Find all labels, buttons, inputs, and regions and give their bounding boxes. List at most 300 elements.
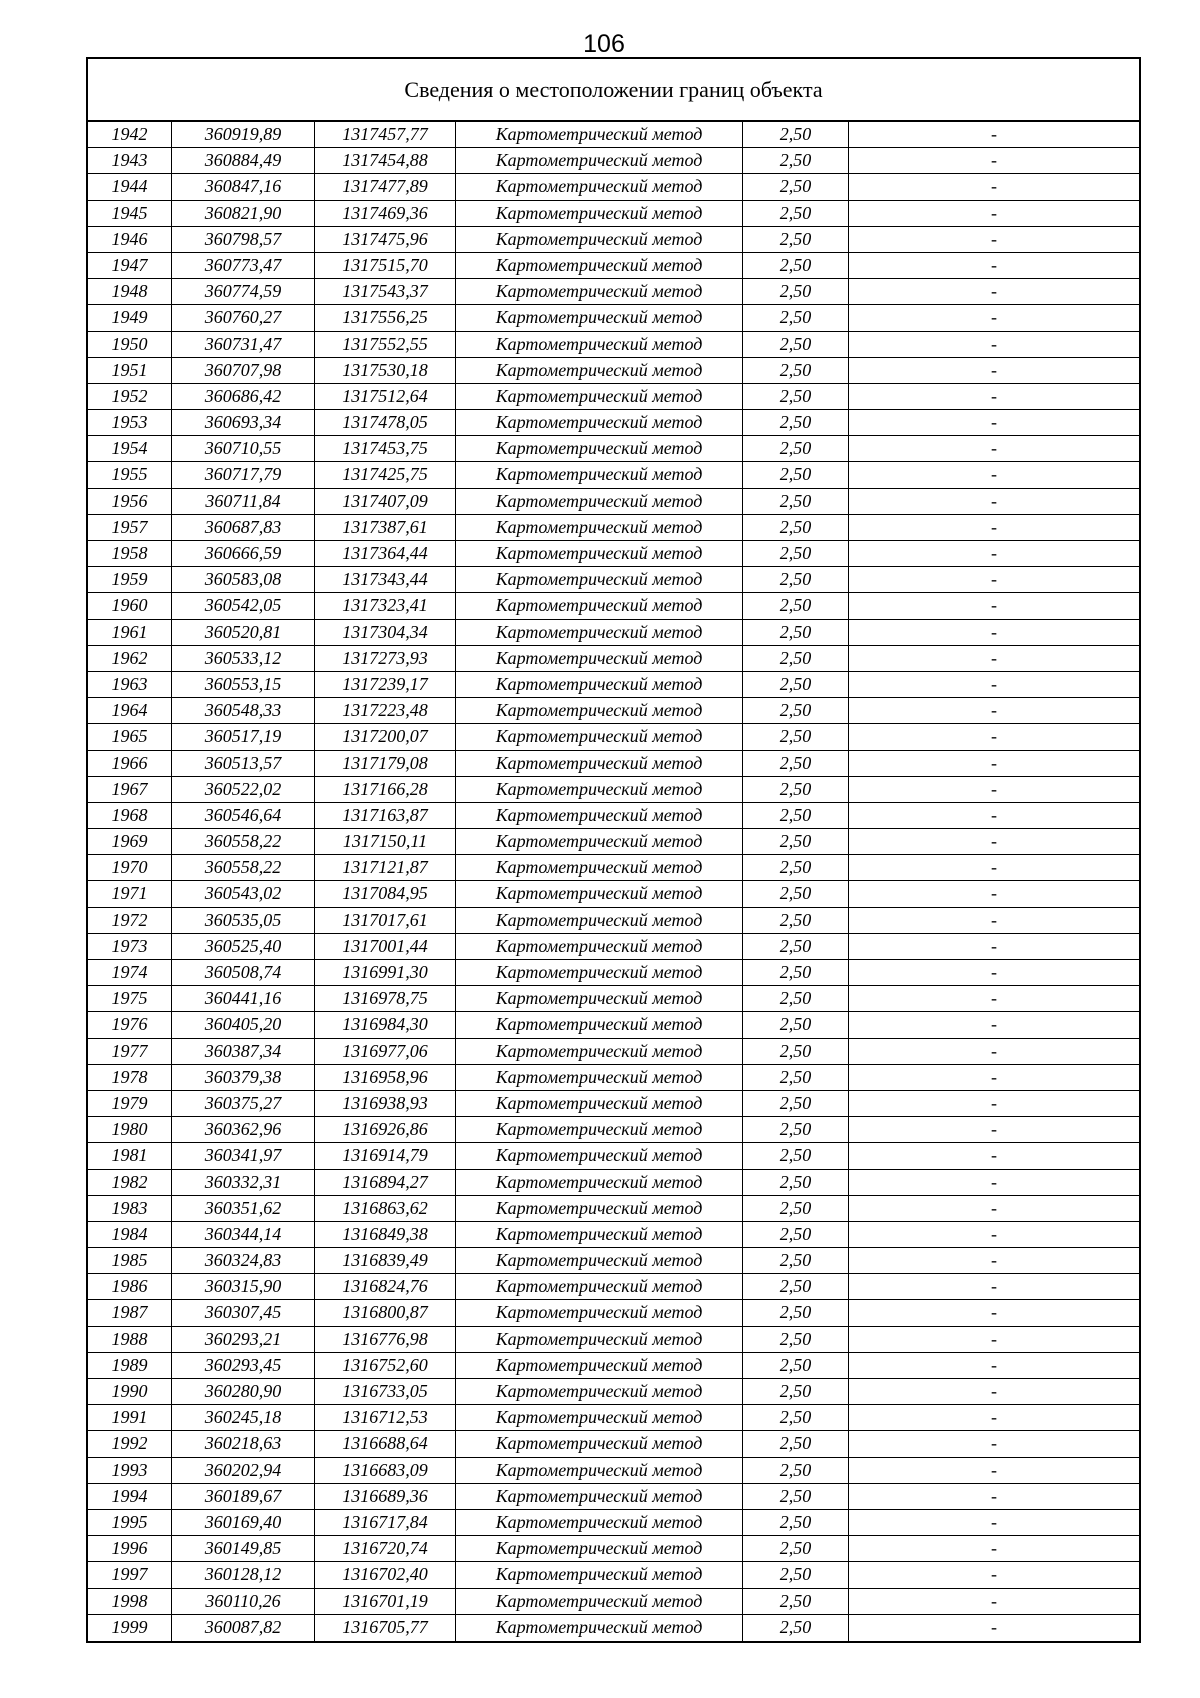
table-row — [88, 934, 1139, 960]
accuracy-cell: 2,50 — [743, 1431, 849, 1456]
accuracy-cell: 2,50 — [743, 672, 849, 697]
accuracy-cell: 2,50 — [743, 1248, 849, 1273]
table-row — [88, 646, 1139, 672]
point-number-cell: 1971 — [88, 881, 172, 906]
y-coordinate-cell: 1317223,48 — [315, 698, 456, 723]
accuracy-cell: 2,50 — [743, 122, 849, 147]
page-number: 106 — [583, 30, 625, 58]
table-row — [88, 1431, 1139, 1457]
accuracy-cell: 2,50 — [743, 1353, 849, 1378]
accuracy-cell: 2,50 — [743, 829, 849, 854]
y-coordinate-cell: 1317239,17 — [315, 672, 456, 697]
method-cell: Картометрический метод — [456, 803, 743, 828]
point-number-cell: 1944 — [88, 174, 172, 199]
x-coordinate-cell: 360533,12 — [172, 646, 315, 671]
method-cell: Картометрический метод — [456, 462, 743, 487]
accuracy-cell: 2,50 — [743, 1484, 849, 1509]
y-coordinate-cell: 1316863,62 — [315, 1196, 456, 1221]
description-cell: - — [991, 490, 997, 511]
y-coordinate-cell: 1316776,98 — [315, 1327, 456, 1352]
method-cell: Картометрический метод — [456, 1274, 743, 1299]
description-cell: - — [991, 804, 997, 825]
y-coordinate-cell: 1317515,70 — [315, 253, 456, 278]
table-row — [88, 567, 1139, 593]
table-row — [88, 908, 1139, 934]
accuracy-cell: 2,50 — [743, 1562, 849, 1587]
method-cell: Картометрический метод — [456, 358, 743, 383]
accuracy-cell: 2,50 — [743, 410, 849, 435]
x-coordinate-cell: 360344,14 — [172, 1222, 315, 1247]
point-number-cell: 1980 — [88, 1117, 172, 1142]
point-number-cell: 1997 — [88, 1562, 172, 1587]
x-coordinate-cell: 360332,31 — [172, 1170, 315, 1195]
accuracy-cell: 2,50 — [743, 1170, 849, 1195]
table-row — [88, 227, 1139, 253]
point-number-cell: 1951 — [88, 358, 172, 383]
description-cell: - — [991, 333, 997, 354]
method-cell: Картометрический метод — [456, 1012, 743, 1037]
y-coordinate-cell: 1317425,75 — [315, 462, 456, 487]
description-cell: - — [991, 726, 997, 747]
method-cell: Картометрический метод — [456, 436, 743, 461]
y-coordinate-cell: 1317163,87 — [315, 803, 456, 828]
point-number-cell: 1986 — [88, 1274, 172, 1299]
point-number-cell: 1945 — [88, 201, 172, 226]
point-number-cell: 1962 — [88, 646, 172, 671]
point-number-cell: 1984 — [88, 1222, 172, 1247]
x-coordinate-cell: 360525,40 — [172, 934, 315, 959]
description-cell: - — [991, 1590, 997, 1611]
y-coordinate-cell: 1317387,61 — [315, 515, 456, 540]
accuracy-cell: 2,50 — [743, 960, 849, 985]
method-cell: Картометрический метод — [456, 201, 743, 226]
description-cell: - — [991, 883, 997, 904]
accuracy-cell: 2,50 — [743, 986, 849, 1011]
accuracy-cell: 2,50 — [743, 358, 849, 383]
y-coordinate-cell: 1317179,08 — [315, 751, 456, 776]
table-row — [88, 462, 1139, 488]
y-coordinate-cell: 1317478,05 — [315, 410, 456, 435]
accuracy-cell: 2,50 — [743, 1012, 849, 1037]
description-cell: - — [991, 1145, 997, 1166]
x-coordinate-cell: 360520,81 — [172, 620, 315, 645]
x-coordinate-cell: 360293,45 — [172, 1353, 315, 1378]
point-number-cell: 1960 — [88, 593, 172, 618]
table-title: Сведения о местоположении границ объекта — [88, 59, 1139, 122]
x-coordinate-cell: 360315,90 — [172, 1274, 315, 1299]
description-cell: - — [991, 385, 997, 406]
accuracy-cell: 2,50 — [743, 646, 849, 671]
table-row — [88, 489, 1139, 515]
description-cell: - — [991, 438, 997, 459]
table-row — [88, 986, 1139, 1012]
table-row — [88, 358, 1139, 384]
table-row — [88, 829, 1139, 855]
method-cell: Картометрический метод — [456, 1117, 743, 1142]
point-number-cell: 1970 — [88, 855, 172, 880]
accuracy-cell: 2,50 — [743, 908, 849, 933]
y-coordinate-cell: 1316688,64 — [315, 1431, 456, 1456]
y-coordinate-cell: 1317323,41 — [315, 593, 456, 618]
point-number-cell: 1963 — [88, 672, 172, 697]
table-row — [88, 1562, 1139, 1588]
x-coordinate-cell: 360847,16 — [172, 174, 315, 199]
y-coordinate-cell: 1316733,05 — [315, 1379, 456, 1404]
description-cell: - — [991, 150, 997, 171]
x-coordinate-cell: 360110,26 — [172, 1589, 315, 1614]
point-number-cell: 1991 — [88, 1405, 172, 1430]
accuracy-cell: 2,50 — [743, 1222, 849, 1247]
y-coordinate-cell: 1316984,30 — [315, 1012, 456, 1037]
table-row — [88, 410, 1139, 436]
point-number-cell: 1993 — [88, 1458, 172, 1483]
accuracy-cell: 2,50 — [743, 698, 849, 723]
point-number-cell: 1992 — [88, 1431, 172, 1456]
x-coordinate-cell: 360687,83 — [172, 515, 315, 540]
y-coordinate-cell: 1317477,89 — [315, 174, 456, 199]
method-cell: Картометрический метод — [456, 1353, 743, 1378]
description-cell: - — [991, 1302, 997, 1323]
point-number-cell: 1994 — [88, 1484, 172, 1509]
point-number-cell: 1952 — [88, 384, 172, 409]
y-coordinate-cell: 1317454,88 — [315, 148, 456, 173]
x-coordinate-cell: 360293,21 — [172, 1327, 315, 1352]
description-cell: - — [991, 595, 997, 616]
accuracy-cell: 2,50 — [743, 332, 849, 357]
method-cell: Картометрический метод — [456, 908, 743, 933]
x-coordinate-cell: 360218,63 — [172, 1431, 315, 1456]
y-coordinate-cell: 1316720,74 — [315, 1536, 456, 1561]
table-row — [88, 1510, 1139, 1536]
description-cell: - — [991, 1250, 997, 1271]
accuracy-cell: 2,50 — [743, 724, 849, 749]
y-coordinate-cell: 1317343,44 — [315, 567, 456, 592]
method-cell: Картометрический метод — [456, 960, 743, 985]
point-number-cell: 1949 — [88, 305, 172, 330]
description-cell: - — [991, 935, 997, 956]
method-cell: Картометрический метод — [456, 1589, 743, 1614]
accuracy-cell: 2,50 — [743, 1458, 849, 1483]
method-cell: Картометрический метод — [456, 253, 743, 278]
description-cell: - — [991, 124, 997, 144]
method-cell: Картометрический метод — [456, 489, 743, 514]
table-row — [88, 881, 1139, 907]
x-coordinate-cell: 360508,74 — [172, 960, 315, 985]
x-coordinate-cell: 360324,83 — [172, 1248, 315, 1273]
y-coordinate-cell: 1316991,30 — [315, 960, 456, 985]
accuracy-cell: 2,50 — [743, 1300, 849, 1325]
x-coordinate-cell: 360821,90 — [172, 201, 315, 226]
x-coordinate-cell: 360517,19 — [172, 724, 315, 749]
description-cell: - — [991, 1092, 997, 1113]
table-row — [88, 777, 1139, 803]
method-cell: Картометрический метод — [456, 1248, 743, 1273]
accuracy-cell: 2,50 — [743, 1615, 849, 1641]
method-cell: Картометрический метод — [456, 122, 743, 147]
x-coordinate-cell: 360522,02 — [172, 777, 315, 802]
table-row — [88, 279, 1139, 305]
method-cell: Картометрический метод — [456, 986, 743, 1011]
x-coordinate-cell: 360513,57 — [172, 751, 315, 776]
point-number-cell: 1943 — [88, 148, 172, 173]
x-coordinate-cell: 360919,89 — [172, 122, 315, 147]
x-coordinate-cell: 360583,08 — [172, 567, 315, 592]
description-cell: - — [991, 647, 997, 668]
description-cell: - — [991, 1564, 997, 1585]
y-coordinate-cell: 1316712,53 — [315, 1405, 456, 1430]
accuracy-cell: 2,50 — [743, 1117, 849, 1142]
method-cell: Картометрический метод — [456, 567, 743, 592]
point-number-cell: 1981 — [88, 1143, 172, 1168]
description-cell: - — [991, 988, 997, 1009]
y-coordinate-cell: 1316683,09 — [315, 1458, 456, 1483]
y-coordinate-cell: 1316977,06 — [315, 1039, 456, 1064]
description-cell: - — [991, 1276, 997, 1297]
point-number-cell: 1964 — [88, 698, 172, 723]
method-cell: Картометрический метод — [456, 515, 743, 540]
accuracy-cell: 2,50 — [743, 803, 849, 828]
description-cell: - — [991, 1511, 997, 1532]
table-row — [88, 541, 1139, 567]
method-cell: Картометрический метод — [456, 1222, 743, 1247]
x-coordinate-cell: 360441,16 — [172, 986, 315, 1011]
x-coordinate-cell: 360245,18 — [172, 1405, 315, 1430]
description-cell: - — [991, 516, 997, 537]
description-cell: - — [991, 1616, 997, 1637]
description-cell: - — [991, 1485, 997, 1506]
accuracy-cell: 2,50 — [743, 1143, 849, 1168]
table-row — [88, 384, 1139, 410]
accuracy-cell: 2,50 — [743, 751, 849, 776]
boundary-table — [86, 57, 1141, 1643]
method-cell: Картометрический метод — [456, 855, 743, 880]
description-cell: - — [991, 1223, 997, 1244]
accuracy-cell: 2,50 — [743, 436, 849, 461]
method-cell: Картометрический метод — [456, 1196, 743, 1221]
description-cell: - — [991, 857, 997, 878]
description-cell: - — [991, 1014, 997, 1035]
description-cell: - — [991, 1171, 997, 1192]
table-row — [88, 1222, 1139, 1248]
accuracy-cell: 2,50 — [743, 227, 849, 252]
accuracy-cell: 2,50 — [743, 620, 849, 645]
x-coordinate-cell: 360362,96 — [172, 1117, 315, 1142]
point-number-cell: 1958 — [88, 541, 172, 566]
x-coordinate-cell: 360731,47 — [172, 332, 315, 357]
accuracy-cell: 2,50 — [743, 1536, 849, 1561]
description-cell: - — [991, 752, 997, 773]
point-number-cell: 1969 — [88, 829, 172, 854]
description-cell: - — [991, 359, 997, 380]
description-cell: - — [991, 1433, 997, 1454]
accuracy-cell: 2,50 — [743, 934, 849, 959]
point-number-cell: 1985 — [88, 1248, 172, 1273]
accuracy-cell: 2,50 — [743, 1065, 849, 1090]
point-number-cell: 1955 — [88, 462, 172, 487]
method-cell: Картометрический метод — [456, 541, 743, 566]
method-cell: Картометрический метод — [456, 1170, 743, 1195]
table-row — [88, 1405, 1139, 1431]
table-row — [88, 436, 1139, 462]
description-cell: - — [991, 962, 997, 982]
table-row — [88, 1170, 1139, 1196]
point-number-cell: 1974 — [88, 960, 172, 985]
point-number-cell: 1996 — [88, 1536, 172, 1561]
description-cell: - — [991, 176, 997, 197]
description-cell: - — [991, 831, 997, 852]
y-coordinate-cell: 1316978,75 — [315, 986, 456, 1011]
method-cell: Картометрический метод — [456, 1379, 743, 1404]
description-cell: - — [991, 909, 997, 930]
y-coordinate-cell: 1317512,64 — [315, 384, 456, 409]
method-cell: Картометрический метод — [456, 1300, 743, 1325]
y-coordinate-cell: 1316824,76 — [315, 1274, 456, 1299]
table-row — [88, 1300, 1139, 1326]
y-coordinate-cell: 1317556,25 — [315, 305, 456, 330]
table-row — [88, 253, 1139, 279]
description-cell: - — [991, 1459, 997, 1480]
table-row — [88, 1248, 1139, 1274]
accuracy-cell: 2,50 — [743, 1196, 849, 1221]
description-cell: - — [991, 1381, 997, 1401]
x-coordinate-cell: 360553,15 — [172, 672, 315, 697]
accuracy-cell: 2,50 — [743, 1589, 849, 1614]
table-row — [88, 515, 1139, 541]
y-coordinate-cell: 1316752,60 — [315, 1353, 456, 1378]
method-cell: Картометрический метод — [456, 620, 743, 645]
description-cell: - — [991, 1354, 997, 1375]
point-number-cell: 1954 — [88, 436, 172, 461]
accuracy-cell: 2,50 — [743, 1405, 849, 1430]
point-number-cell: 1967 — [88, 777, 172, 802]
method-cell: Картометрический метод — [456, 1615, 743, 1641]
method-cell: Картометрический метод — [456, 1065, 743, 1090]
accuracy-cell: 2,50 — [743, 515, 849, 540]
x-coordinate-cell: 360202,94 — [172, 1458, 315, 1483]
description-cell: - — [991, 1040, 997, 1061]
x-coordinate-cell: 360375,27 — [172, 1091, 315, 1116]
x-coordinate-cell: 360169,40 — [172, 1510, 315, 1535]
point-number-cell: 1987 — [88, 1300, 172, 1325]
accuracy-cell: 2,50 — [743, 462, 849, 487]
table-row — [88, 1615, 1139, 1641]
x-coordinate-cell: 360542,05 — [172, 593, 315, 618]
method-cell: Картометрический метод — [456, 305, 743, 330]
x-coordinate-cell: 360128,12 — [172, 1562, 315, 1587]
table-row — [88, 332, 1139, 358]
point-number-cell: 1948 — [88, 279, 172, 304]
point-number-cell: 1975 — [88, 986, 172, 1011]
method-cell: Картометрический метод — [456, 672, 743, 697]
table-row — [88, 1274, 1139, 1300]
method-cell: Картометрический метод — [456, 1039, 743, 1064]
accuracy-cell: 2,50 — [743, 148, 849, 173]
x-coordinate-cell: 360280,90 — [172, 1379, 315, 1404]
x-coordinate-cell: 360087,82 — [172, 1615, 315, 1641]
accuracy-cell: 2,50 — [743, 279, 849, 304]
point-number-cell: 1950 — [88, 332, 172, 357]
description-cell: - — [991, 281, 997, 302]
description-cell: - — [991, 228, 997, 249]
table-row — [88, 620, 1139, 646]
y-coordinate-cell: 1316926,86 — [315, 1117, 456, 1142]
method-cell: Картометрический метод — [456, 1405, 743, 1430]
x-coordinate-cell: 360548,33 — [172, 698, 315, 723]
x-coordinate-cell: 360405,20 — [172, 1012, 315, 1037]
x-coordinate-cell: 360707,98 — [172, 358, 315, 383]
x-coordinate-cell: 360558,22 — [172, 829, 315, 854]
description-cell: - — [991, 1538, 997, 1559]
method-cell: Картометрический метод — [456, 698, 743, 723]
method-cell: Картометрический метод — [456, 1484, 743, 1509]
table-row — [88, 724, 1139, 750]
table-row — [88, 1012, 1139, 1038]
y-coordinate-cell: 1317543,37 — [315, 279, 456, 304]
accuracy-cell: 2,50 — [743, 541, 849, 566]
y-coordinate-cell: 1317475,96 — [315, 227, 456, 252]
y-coordinate-cell: 1317166,28 — [315, 777, 456, 802]
method-cell: Картометрический метод — [456, 1536, 743, 1561]
method-cell: Картометрический метод — [456, 751, 743, 776]
x-coordinate-cell: 360774,59 — [172, 279, 315, 304]
method-cell: Картометрический метод — [456, 1143, 743, 1168]
table-row — [88, 1143, 1139, 1169]
method-cell: Картометрический метод — [456, 410, 743, 435]
x-coordinate-cell: 360351,62 — [172, 1196, 315, 1221]
point-number-cell: 1942 — [88, 122, 172, 147]
y-coordinate-cell: 1316717,84 — [315, 1510, 456, 1535]
point-number-cell: 1972 — [88, 908, 172, 933]
description-cell: - — [991, 202, 997, 223]
description-cell: - — [991, 700, 997, 721]
table-row — [88, 1589, 1139, 1615]
point-number-cell: 1959 — [88, 567, 172, 592]
y-coordinate-cell: 1317469,36 — [315, 201, 456, 226]
method-cell: Картометрический метод — [456, 724, 743, 749]
point-number-cell: 1978 — [88, 1065, 172, 1090]
description-cell: - — [991, 569, 997, 590]
method-cell: Картометрический метод — [456, 384, 743, 409]
x-coordinate-cell: 360149,85 — [172, 1536, 315, 1561]
table-row — [88, 1353, 1139, 1379]
x-coordinate-cell: 360710,55 — [172, 436, 315, 461]
x-coordinate-cell: 360341,97 — [172, 1143, 315, 1168]
y-coordinate-cell: 1316894,27 — [315, 1170, 456, 1195]
point-number-cell: 1956 — [88, 489, 172, 514]
x-coordinate-cell: 360379,38 — [172, 1065, 315, 1090]
point-number-cell: 1976 — [88, 1012, 172, 1037]
y-coordinate-cell: 1317200,07 — [315, 724, 456, 749]
point-number-cell: 1998 — [88, 1589, 172, 1614]
description-cell: - — [991, 307, 997, 328]
y-coordinate-cell: 1316705,77 — [315, 1615, 456, 1641]
method-cell: Картометрический метод — [456, 646, 743, 671]
accuracy-cell: 2,50 — [743, 881, 849, 906]
table-row — [88, 148, 1139, 174]
y-coordinate-cell: 1317084,95 — [315, 881, 456, 906]
point-number-cell: 1990 — [88, 1379, 172, 1404]
x-coordinate-cell: 360546,64 — [172, 803, 315, 828]
accuracy-cell: 2,50 — [743, 1039, 849, 1064]
y-coordinate-cell: 1317364,44 — [315, 541, 456, 566]
method-cell: Картометрический метод — [456, 1510, 743, 1535]
x-coordinate-cell: 360760,27 — [172, 305, 315, 330]
accuracy-cell: 2,50 — [743, 855, 849, 880]
description-cell: - — [991, 1197, 997, 1218]
table-row — [88, 593, 1139, 619]
method-cell: Картометрический метод — [456, 777, 743, 802]
y-coordinate-cell: 1316938,93 — [315, 1091, 456, 1116]
